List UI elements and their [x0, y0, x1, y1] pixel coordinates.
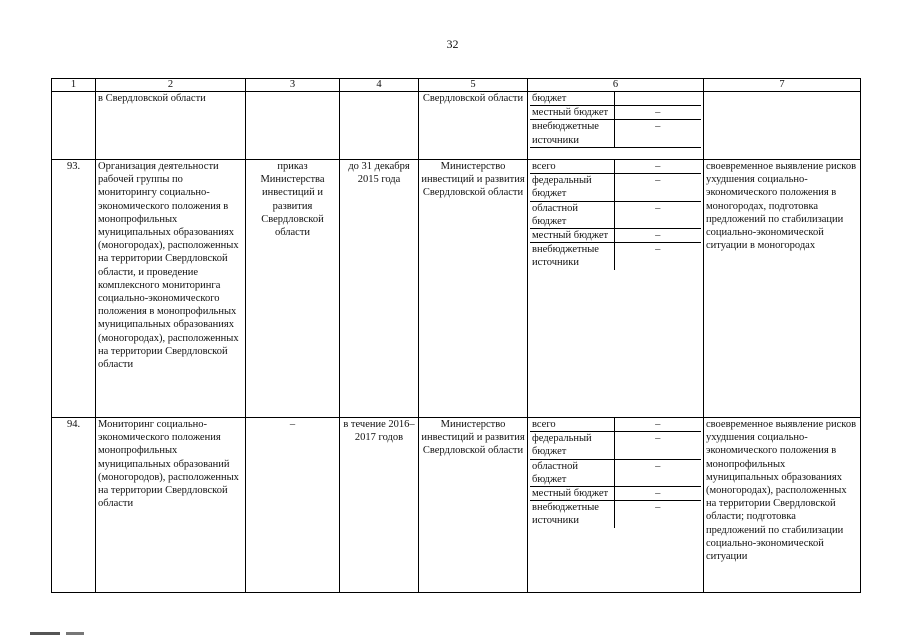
- funding-value: –: [614, 501, 701, 528]
- column-header-6: 6: [528, 79, 704, 92]
- funding-row: [530, 487, 701, 501]
- column-header-5: 5: [419, 79, 528, 92]
- funding-label: бюджет: [530, 92, 614, 106]
- funding-label: федеральный бюджет: [530, 174, 614, 201]
- funding-value: –: [614, 229, 701, 243]
- funding-value: –: [614, 432, 701, 459]
- funding-value: –: [614, 243, 701, 270]
- deadline-cell: до 31 декабря 2015 года: [340, 160, 419, 418]
- document-cell: –: [246, 418, 340, 593]
- row-number: [52, 92, 96, 160]
- scan-artifact: [66, 632, 84, 635]
- funding-label: областной бюджет: [530, 459, 614, 486]
- funding-label: местный бюджет: [530, 487, 614, 501]
- funding-value: –: [614, 418, 701, 432]
- funding-label: местный бюджет: [530, 106, 614, 120]
- deadline-cell: [340, 92, 419, 160]
- column-header-7: 7: [704, 79, 861, 92]
- funding-value: –: [614, 459, 701, 486]
- table-row: [52, 418, 861, 593]
- funding-row: [530, 459, 701, 486]
- funding-label: федеральный бюджет: [530, 432, 614, 459]
- document-cell: [246, 92, 340, 160]
- funding-value: –: [614, 487, 701, 501]
- table-row-continuation: [52, 92, 861, 160]
- funding-value: –: [614, 106, 701, 120]
- funding-label: внебюджетные источники: [530, 243, 614, 270]
- executor-cell: Свердловской области: [419, 92, 528, 160]
- funding-label: внебюджетные источники: [530, 501, 614, 528]
- row-number: 94.: [52, 418, 96, 593]
- executor-cell: Министерство инвестиций и развития Свердловской области: [419, 160, 528, 418]
- column-header-1: 1: [52, 79, 96, 92]
- funding-cell: [528, 92, 704, 160]
- measures-table: [51, 78, 861, 593]
- funding-label: всего: [530, 160, 614, 174]
- funding-row: [530, 501, 701, 528]
- funding-row: [530, 432, 701, 459]
- row-number: 93.: [52, 160, 96, 418]
- column-header-3: 3: [246, 79, 340, 92]
- executor-cell: Министерство инвестиций и развития Свердловской области: [419, 418, 528, 593]
- column-header-4: 4: [340, 79, 419, 92]
- result-cell: [704, 92, 861, 160]
- column-header-2: 2: [96, 79, 246, 92]
- action-cell: в Свердловской области: [96, 92, 246, 160]
- funding-label: всего: [530, 418, 614, 432]
- page-number: 32: [446, 37, 459, 51]
- funding-row: [530, 243, 701, 270]
- table-row: [52, 160, 861, 418]
- funding-row: [530, 201, 701, 228]
- funding-row: [530, 160, 701, 174]
- funding-label: областной бюджет: [530, 201, 614, 228]
- funding-value: –: [614, 160, 701, 174]
- funding-row: [530, 174, 701, 201]
- funding-value: –: [614, 201, 701, 228]
- funding-label: внебюджетные источники: [530, 120, 614, 147]
- funding-row: [530, 120, 701, 147]
- funding-value: –: [614, 120, 701, 147]
- deadline-cell: в течение 2016–2017 годов: [340, 418, 419, 593]
- funding-label: местный бюджет: [530, 229, 614, 243]
- funding-value: –: [614, 174, 701, 201]
- funding-table: [530, 160, 701, 270]
- result-cell: своевременное выявление рисков ухудшения социально-экономического положения в монопрофильных муниципальных образованиях (моногородах), расположенных на территории Свердловской области; подготовка предложений по стабилизации социально-экономической ситуации: [704, 418, 861, 593]
- funding-row: [530, 418, 701, 432]
- result-cell: своевременное выявление рисков ухудшения социально-экономического положения в моногородах, подготовка предложений по стабилизации социально-экономической ситуации в моногородах: [704, 160, 861, 418]
- funding-row: [530, 106, 701, 120]
- scan-artifact: [30, 632, 60, 635]
- funding-row: [530, 229, 701, 243]
- funding-table: [530, 92, 701, 148]
- funding-row: [530, 92, 701, 106]
- funding-cell: [528, 418, 704, 593]
- action-cell: Организация деятельности рабочей группы по мониторингу социально-экономического положения в монопрофильных муниципальных образованиях (моногородах), расположенных на территории Свердловской области, и проведение комплексного мониторинга социально-экономического положения в монопрофильных муниципальных образованиях (моногородах), расположенных на территории Свердловской области: [96, 160, 246, 418]
- column-header-row: [52, 79, 861, 92]
- funding-table: [530, 418, 701, 528]
- action-cell: Мониторинг социально-экономического положения монопрофильных муниципальных образований (моногородов), расположенных на территории Свердловской области: [96, 418, 246, 593]
- document-cell: приказ Министерства инвестиций и развития Свердловской области: [246, 160, 340, 418]
- funding-value: [614, 92, 701, 106]
- funding-cell: [528, 160, 704, 418]
